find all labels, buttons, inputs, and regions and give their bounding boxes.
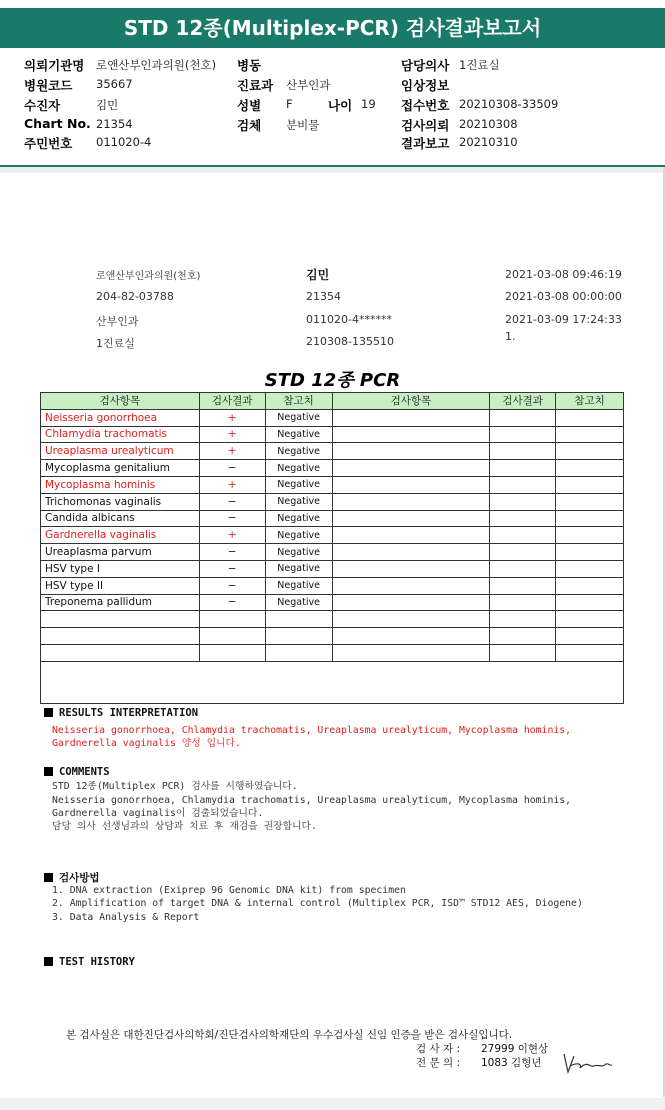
empty-cell — [556, 594, 624, 611]
empty-cell — [332, 577, 490, 594]
empty-cell — [332, 544, 490, 561]
test-ref: Negative — [265, 493, 332, 510]
empty-cell — [332, 426, 490, 443]
tester-value: 27999 이현상 — [481, 1043, 549, 1055]
empty-cell — [332, 594, 490, 611]
empty-cell — [332, 476, 490, 493]
empty-row — [41, 644, 624, 661]
empty-cell — [556, 409, 624, 426]
col-header-item-2: 검사항목 — [332, 393, 490, 410]
test-name: Ureaplasma parvum — [41, 544, 200, 561]
age-label: 나이 — [328, 98, 353, 113]
clinical-label: 임상정보 — [401, 78, 450, 93]
empty-cell — [332, 560, 490, 577]
dept-value: 산부인과 — [286, 78, 331, 92]
specimen-label: 검체 — [237, 118, 262, 133]
test-result: − — [199, 544, 265, 561]
test-ref: Negative — [265, 594, 332, 611]
empty-cell — [332, 493, 490, 510]
test-ref: Negative — [265, 560, 332, 577]
results-table — [40, 392, 624, 704]
sex-value: F — [286, 97, 293, 111]
empty-cell — [556, 577, 624, 594]
test-name: Treponema pallidum — [41, 594, 200, 611]
header-time-2: 2021-03-08 00:00:00 — [505, 290, 622, 303]
test-result: − — [199, 460, 265, 477]
table-row — [41, 560, 624, 577]
results-line-2: Gardnerella vaginalis 양성 입니다. — [52, 738, 241, 749]
test-result: − — [199, 560, 265, 577]
method-line-1: 1. DNA extraction (Exiprep 96 Genomic DNA kit) from specimen — [52, 885, 406, 896]
rrn-label: 주민번호 — [24, 136, 73, 151]
col-header-result-2: 검사결과 — [490, 393, 556, 410]
hospital-label: 의뢰기관명 — [24, 58, 85, 73]
empty-cell — [332, 409, 490, 426]
header-time-3: 2021-03-09 17:24:33 — [505, 313, 622, 326]
signature-icon — [560, 1050, 616, 1076]
comments-heading: COMMENTS — [44, 766, 110, 778]
header-clinic: 로앤산부인과의원(천호) — [96, 271, 201, 282]
empty-cell — [556, 476, 624, 493]
test-name: Mycoplasma genitalium — [41, 460, 200, 477]
empty-cell — [490, 527, 556, 544]
table-row — [41, 577, 624, 594]
empty-cell — [556, 510, 624, 527]
table-row — [41, 594, 624, 611]
header-room: 1진료실 — [96, 337, 135, 350]
comments-line-4: 담당 의사 선생님과의 상담과 치료 후 재검을 권장합니다. — [52, 821, 317, 832]
test-ref: Negative — [265, 510, 332, 527]
test-name: Trichomonas vaginalis — [41, 493, 200, 510]
col-header-ref-2: 참고치 — [556, 393, 624, 410]
test-name: Mycoplasma hominis — [41, 476, 200, 493]
test-ref: Negative — [265, 476, 332, 493]
comments-line-3: Gardnerella vaginalis이 검출되었습니다. — [52, 808, 264, 819]
test-name: HSV type II — [41, 577, 200, 594]
receipt-value: 20210308-33509 — [459, 97, 559, 111]
header-reg-no: 204-82-03788 — [96, 290, 174, 303]
test-ref: Negative — [265, 527, 332, 544]
header-specimen-no: 210308-135510 — [306, 335, 394, 348]
empty-cell — [556, 460, 624, 477]
method-line-3: 3. Data Analysis & Report — [52, 912, 200, 923]
empty-cell — [556, 544, 624, 561]
comments-line-1: STD 12종(Multiplex PCR) 검사를 시행하였습니다. — [52, 781, 298, 792]
empty-cell — [490, 510, 556, 527]
age-value: 19 — [361, 97, 376, 111]
test-result: − — [199, 577, 265, 594]
empty-cell — [490, 443, 556, 460]
page-bottom-band — [0, 1098, 665, 1110]
test-ref: Negative — [265, 426, 332, 443]
test-name: Gardnerella vaginalis — [41, 527, 200, 544]
square-bullet-icon — [44, 957, 53, 966]
table-title: STD 12종 PCR — [264, 370, 401, 391]
test-result: + — [199, 426, 265, 443]
specimen-value: 분비물 — [286, 118, 320, 132]
empty-cell — [490, 493, 556, 510]
test-name: HSV type I — [41, 560, 200, 577]
method-heading: 검사방법 — [44, 870, 100, 885]
empty-cell — [490, 426, 556, 443]
doctor-value: 1진료실 — [459, 58, 500, 72]
test-result: + — [199, 443, 265, 460]
table-row — [41, 476, 624, 493]
square-bullet-icon — [44, 708, 53, 717]
empty-cell — [490, 544, 556, 561]
empty-cell — [490, 476, 556, 493]
specialist-value: 1083 김형년 — [481, 1057, 542, 1069]
table-row — [41, 426, 624, 443]
header-time-3-suffix: 1. — [505, 330, 516, 343]
doctor-label: 담당의사 — [401, 58, 450, 73]
specialist-label: 전 문 의 : — [416, 1057, 460, 1069]
empty-cell — [556, 560, 624, 577]
col-header-result: 검사결과 — [199, 393, 265, 410]
chart-value: 21354 — [96, 117, 133, 131]
empty-cell — [490, 577, 556, 594]
request-label: 검사의뢰 — [401, 118, 450, 133]
empty-cell — [490, 409, 556, 426]
dept-label: 진료과 — [237, 78, 274, 93]
examinee-value: 김민 — [96, 98, 119, 112]
table-row — [41, 544, 624, 561]
empty-cell — [332, 510, 490, 527]
empty-cell — [490, 560, 556, 577]
examinee-label: 수진자 — [24, 98, 61, 113]
tester-label: 검 사 자 : — [416, 1043, 460, 1055]
header-time-1: 2021-03-08 09:46:19 — [505, 268, 622, 281]
table-row — [41, 460, 624, 477]
test-ref: Negative — [265, 443, 332, 460]
square-bullet-icon — [44, 767, 53, 776]
header-dept: 산부인과 — [96, 315, 139, 328]
report-label: 결과보고 — [401, 136, 450, 151]
empty-cell — [332, 460, 490, 477]
test-result: − — [199, 594, 265, 611]
table-row — [41, 510, 624, 527]
test-ref: Negative — [265, 460, 332, 477]
table-row — [41, 409, 624, 426]
empty-cell — [332, 443, 490, 460]
chart-label: Chart No. — [24, 116, 91, 131]
col-header-ref: 참고치 — [265, 393, 332, 410]
report-title: STD 12종(Multiplex-PCR) 검사결과보고서 — [0, 8, 665, 48]
code-value: 35667 — [96, 77, 133, 91]
test-result: − — [199, 510, 265, 527]
test-ref: Negative — [265, 544, 332, 561]
header-chart: 21354 — [306, 290, 341, 303]
empty-row — [41, 661, 624, 703]
request-value: 20210308 — [459, 117, 518, 131]
empty-cell — [556, 527, 624, 544]
test-name: Chlamydia trachomatis — [41, 426, 200, 443]
header-name: 김민 — [306, 268, 330, 282]
test-result: − — [199, 493, 265, 510]
header-rrn: 011020-4****** — [306, 313, 392, 326]
test-ref: Negative — [265, 577, 332, 594]
test-result: + — [199, 409, 265, 426]
empty-cell — [556, 493, 624, 510]
table-row — [41, 527, 624, 544]
test-result: + — [199, 476, 265, 493]
rrn-value: 011020-4 — [96, 135, 152, 149]
sex-label: 성별 — [237, 98, 262, 113]
table-row — [41, 443, 624, 460]
ward-label: 병동 — [237, 58, 262, 73]
empty-cell — [332, 527, 490, 544]
test-name: Neisseria gonorrhoea — [41, 409, 200, 426]
results-line-1: Neisseria gonorrhoea, Chlamydia trachomatis, Ureaplasma urealyticum, Mycoplasma hominis, — [52, 725, 572, 736]
receipt-label: 접수번호 — [401, 98, 450, 113]
comments-line-2: Neisseria gonorrhoea, Chlamydia trachomatis, Ureaplasma urealyticum, Mycoplasma hominis, — [52, 795, 572, 806]
certification-note: 본 검사실은 대한진단검사의학회/진단검사의학재단의 우수검사실 신임 인증을 받은 검사실입니다. — [66, 1029, 513, 1041]
table-row — [41, 493, 624, 510]
results-heading: RESULTS INTERPRETATION — [44, 707, 198, 719]
empty-row — [41, 628, 624, 645]
empty-cell — [490, 594, 556, 611]
patient-info — [0, 52, 665, 164]
test-ref: Negative — [265, 409, 332, 426]
empty-cell — [490, 460, 556, 477]
report-value: 20210310 — [459, 135, 518, 149]
history-heading: TEST HISTORY — [44, 956, 135, 968]
test-name: Candida albicans — [41, 510, 200, 527]
square-bullet-icon — [44, 873, 53, 882]
method-line-2: 2. Amplification of target DNA & internal control (Multiplex PCR, ISD™ STD12 AES, Diogene) — [52, 898, 583, 909]
empty-cell — [556, 426, 624, 443]
empty-cell — [556, 443, 624, 460]
code-label: 병원코드 — [24, 78, 73, 93]
empty-row — [41, 611, 624, 628]
hospital-value: 로앤산부인과의원(천호) — [96, 58, 217, 72]
divider-band — [0, 167, 665, 173]
test-result: + — [199, 527, 265, 544]
test-name: Ureaplasma urealyticum — [41, 443, 200, 460]
col-header-item: 검사항목 — [41, 393, 200, 410]
